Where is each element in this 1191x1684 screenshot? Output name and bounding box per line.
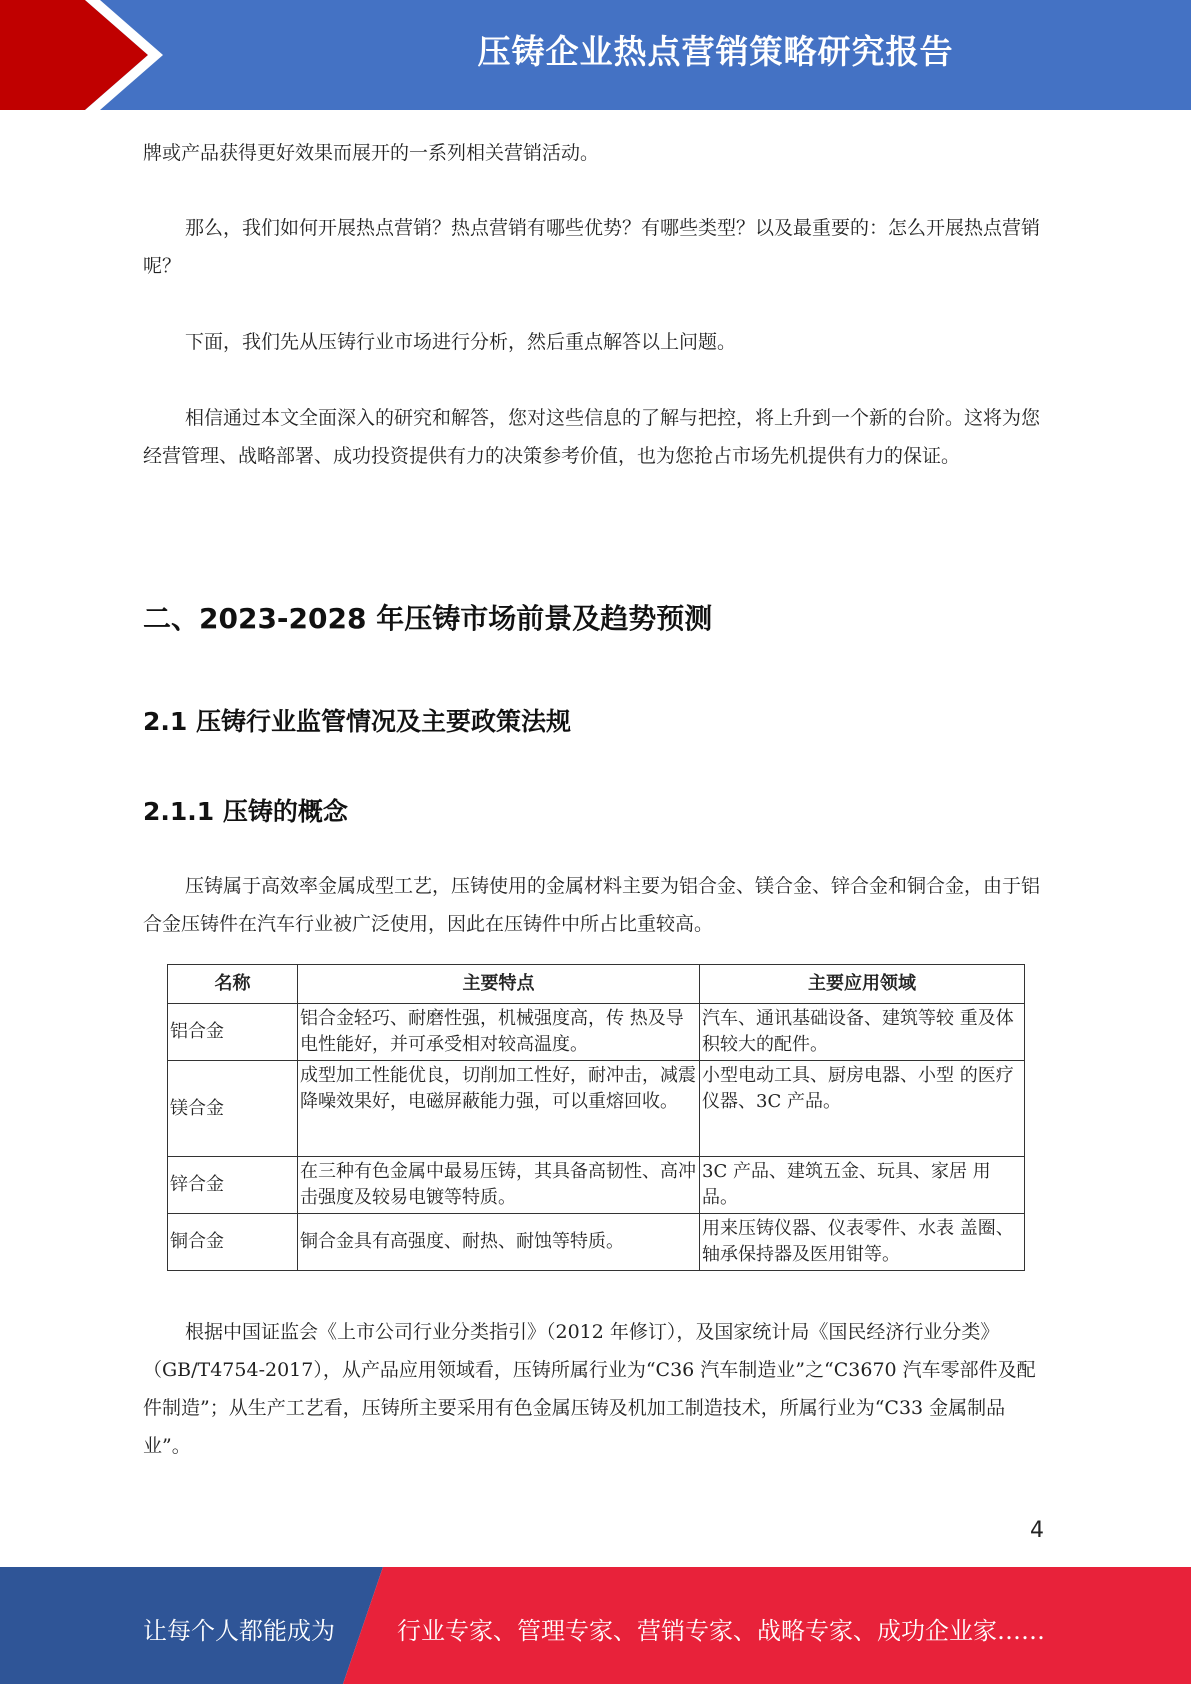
subsubsection-heading: 2.1.1 压铸的概念 bbox=[143, 797, 348, 826]
classification-paragraph: 根据中国证监会《上市公司行业分类指引》（2012 年修订），及国家统计局《国民经济行业分类》（GB/T4754-2017），从产品应用领域看，压铸所属行业为“C36 汽车制造业”之“C3670 汽车零部件及配件制造”；从生产工艺看，压铸所主要采用有色金属压铸及机加工制造技术，所属行业为“C33 金属制品业”。 bbox=[143, 1321, 1036, 1457]
table-cell-applications: 汽车、通讯基础设备、建筑等较 重及体积较大的配件。 bbox=[700, 1004, 1025, 1061]
table-cell-features: 铜合金具有高强度、耐热、耐蚀等特质。 bbox=[298, 1214, 700, 1271]
paragraph-questions: 那么，我们如何开展热点营销？热点营销有哪些优势？有哪些类型？以及最重要的：怎么开展热点营销呢？ bbox=[143, 217, 1041, 277]
paragraph-value: 相信通过本文全面深入的研究和解答，您对这些信息的了解与把控，将上升到一个新的台阶。这将为您经营管理、战略部署、成功投资提供有力的决策参考价值，也为您抢占市场先机提供有力的保证。 bbox=[143, 407, 1041, 467]
paragraph-overview: 下面，我们先从压铸行业市场进行分析，然后重点解答以上问题。 bbox=[185, 331, 737, 353]
subsection-heading: 2.1 压铸行业监管情况及主要政策法规 bbox=[143, 707, 571, 736]
table-cell-features: 成型加工性能优良，切削加工性好，耐冲击，减震降噪效果好，电磁屏蔽能力强，可以重熔回收。 bbox=[298, 1061, 700, 1157]
page-footer bbox=[0, 1567, 1191, 1684]
column-header-name: 名称 bbox=[168, 965, 298, 1004]
footer-slogan-right: 行业专家、管理专家、营销专家、战略专家、成功企业家…… bbox=[397, 1617, 1045, 1645]
table-row bbox=[168, 1004, 1025, 1061]
table-cell-name: 锌合金 bbox=[168, 1157, 298, 1214]
table-cell-applications: 3C 产品、建筑五金、玩具、家居 用品。 bbox=[700, 1157, 1025, 1214]
table-row bbox=[168, 1157, 1025, 1214]
concept-paragraph: 压铸属于高效率金属成型工艺，压铸使用的金属材料主要为铝合金、镁合金、锌合金和铜合金，由于铝合金压铸件在汽车行业被广泛使用，因此在压铸件中所占比重较高。 bbox=[143, 875, 1041, 935]
table-cell-applications: 小型电动工具、厨房电器、小型 的医疗仪器、3C 产品。 bbox=[700, 1061, 1025, 1157]
report-title: 压铸企业热点营销策略研究报告 bbox=[477, 32, 954, 71]
column-header-applications: 主要应用领域 bbox=[700, 965, 1025, 1004]
page-number: 4 bbox=[1030, 1518, 1044, 1543]
page-header bbox=[0, 0, 1191, 110]
table-cell-features: 在三种有色金属中最易压铸，其具备高韧性、高冲击强度及较易电镀等特质。 bbox=[298, 1157, 700, 1214]
section-heading: 二、2023-2028 年压铸市场前景及趋势预测 bbox=[143, 602, 713, 635]
paragraph-continued: 牌或产品获得更好效果而展开的一系列相关营销活动。 bbox=[143, 142, 600, 164]
table-cell-name: 镁合金 bbox=[168, 1061, 298, 1157]
table-row bbox=[168, 1061, 1025, 1157]
table-cell-name: 铜合金 bbox=[168, 1214, 298, 1271]
table-row bbox=[168, 1214, 1025, 1271]
table-header-row bbox=[168, 965, 1025, 1004]
table-cell-features: 铝合金轻巧、耐磨性强，机械强度高，传 热及导电性能好，并可承受相对较高温度。 bbox=[298, 1004, 700, 1061]
alloy-table bbox=[167, 964, 1025, 1271]
column-header-features: 主要特点 bbox=[298, 965, 700, 1004]
footer-slogan-left: 让每个人都能成为 bbox=[143, 1617, 335, 1645]
table-cell-name: 铝合金 bbox=[168, 1004, 298, 1061]
table-cell-applications: 用来压铸仪器、仪表零件、水表 盖圈、轴承保持器及医用钳等。 bbox=[700, 1214, 1025, 1271]
